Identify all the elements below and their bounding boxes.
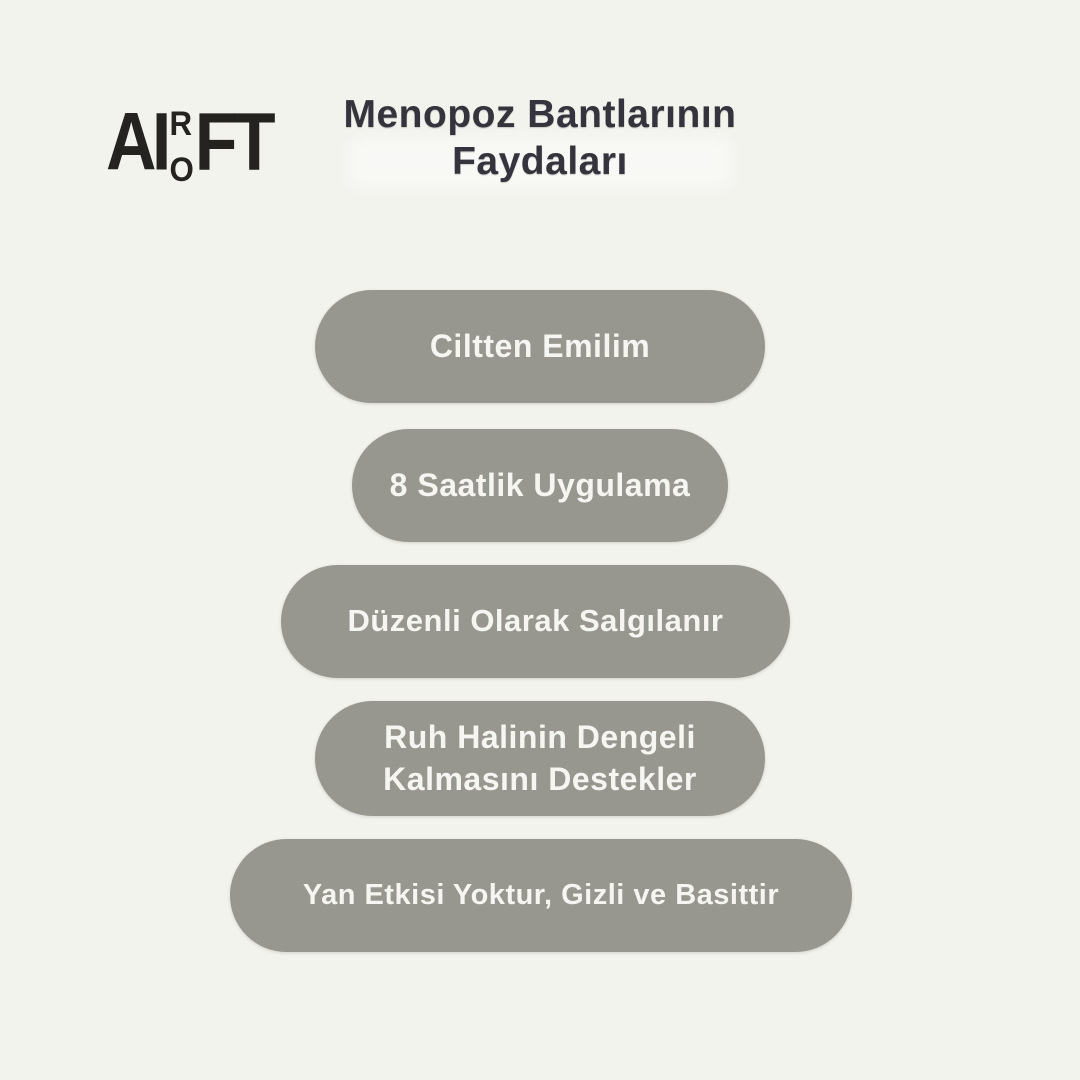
- benefit-pill-8-saatlik-uygulama: [352, 429, 728, 542]
- benefit-pill-label: Düzenli Olarak Salgılanır: [347, 603, 724, 639]
- logo-segment-stack-bottom: O: [169, 151, 194, 189]
- benefit-pill-label: 8 Saatlik Uygulama: [389, 466, 691, 503]
- page-title: [0, 92, 1080, 189]
- page-title-line1: Menopoz Bantlarının: [343, 93, 737, 136]
- benefit-pill-ciltten-emilim: [315, 290, 765, 403]
- benefit-pill-yan-etkisi-yoktur: [230, 839, 852, 952]
- benefit-pill-label-line1: Ruh Halinin Dengeli: [384, 718, 696, 755]
- logo-segment-left: AI: [106, 95, 167, 188]
- benefit-pill-duzenli-olarak-salgilanir: [281, 565, 790, 678]
- logo-segment-right: FT: [194, 95, 271, 188]
- benefit-pill-label-line2: Kalmasını Destekler: [383, 760, 697, 797]
- logo-segment-stack-top: R: [169, 105, 193, 143]
- benefit-pill-label: Yan Etkisi Yoktur, Gizli ve Basittir: [302, 878, 780, 911]
- page-title-line2: Faydaları: [452, 139, 628, 183]
- benefit-pill-ruh-halinin-dengeli: [315, 701, 765, 816]
- benefit-pill-label: Ciltten Emilim: [429, 327, 651, 364]
